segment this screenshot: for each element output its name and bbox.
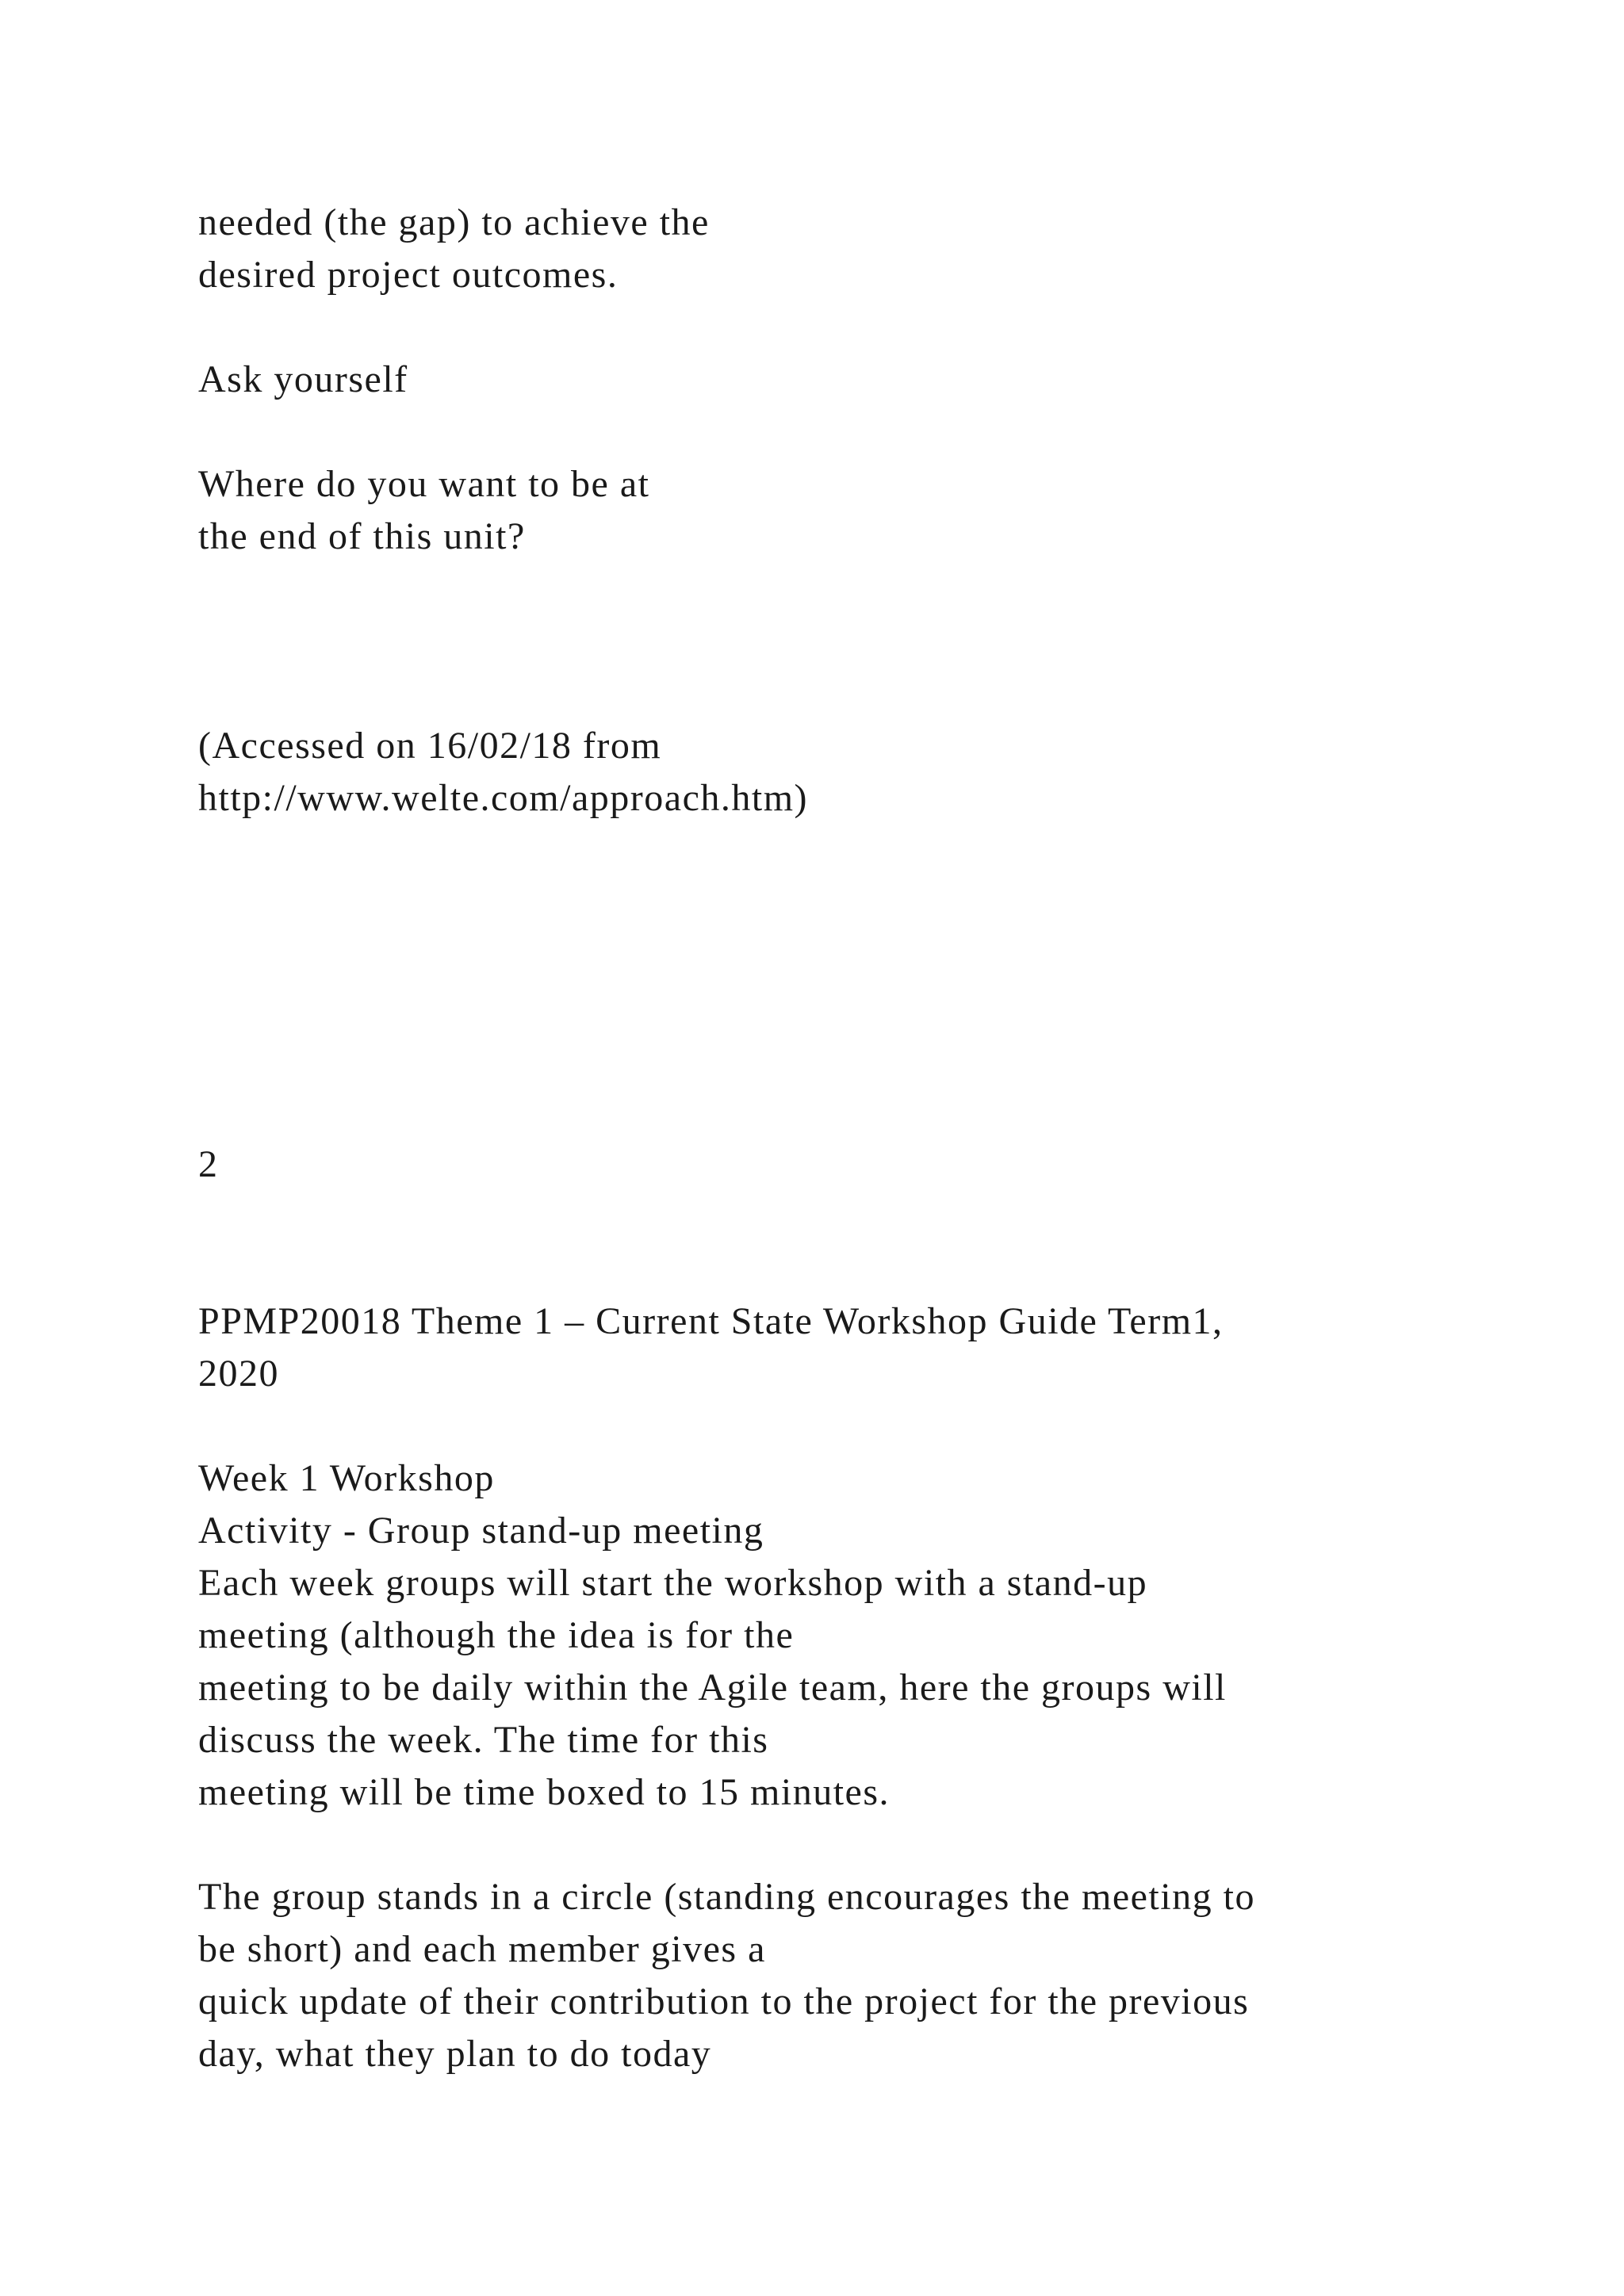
paragraph-1-line-5: meeting will be time boxed to 15 minutes. bbox=[198, 1771, 891, 1813]
paragraph-1-line-1: Each week groups will start the workshop with a stand-up bbox=[198, 1562, 1148, 1604]
ask-question-line-1: Where do you want to be at bbox=[198, 463, 650, 505]
week-title: Week 1 Workshop bbox=[198, 1457, 495, 1499]
paragraph-2-line-4: day, what they plan to do today bbox=[198, 2033, 712, 2075]
ask-heading: Ask yourself bbox=[198, 358, 408, 400]
page-number: 2 bbox=[198, 1143, 219, 1185]
citation-line-1: (Accessed on 16/02/18 from bbox=[198, 725, 662, 767]
paragraph-2-line-2: be short) and each member gives a bbox=[198, 1928, 766, 1970]
paragraph-1-line-4: discuss the week. The time for this bbox=[198, 1719, 769, 1761]
header-line-2: 2020 bbox=[198, 1353, 279, 1395]
activity-title: Activity - Group stand-up meeting bbox=[198, 1510, 764, 1552]
paragraph-1-line-3: meeting to be daily within the Agile team, here the groups will bbox=[198, 1667, 1227, 1709]
paragraph-1-line-2: meeting (although the idea is for the bbox=[198, 1614, 795, 1656]
citation-line-2: http://www.welte.com/approach.htm) bbox=[198, 777, 809, 819]
paragraph-2-line-1: The group stands in a circle (standing encourages the meeting to bbox=[198, 1876, 1255, 1918]
intro-line-2: desired project outcomes. bbox=[198, 254, 619, 296]
ask-question-line-2: the end of this unit? bbox=[198, 515, 526, 557]
paragraph-2-line-3: quick update of their contribution to the project for the previous bbox=[198, 1980, 1250, 2022]
intro-line-1: needed (the gap) to achieve the bbox=[198, 201, 710, 243]
header-line-1: PPMP20018 Theme 1 – Current State Workshop Guide Term1, bbox=[198, 1300, 1224, 1342]
